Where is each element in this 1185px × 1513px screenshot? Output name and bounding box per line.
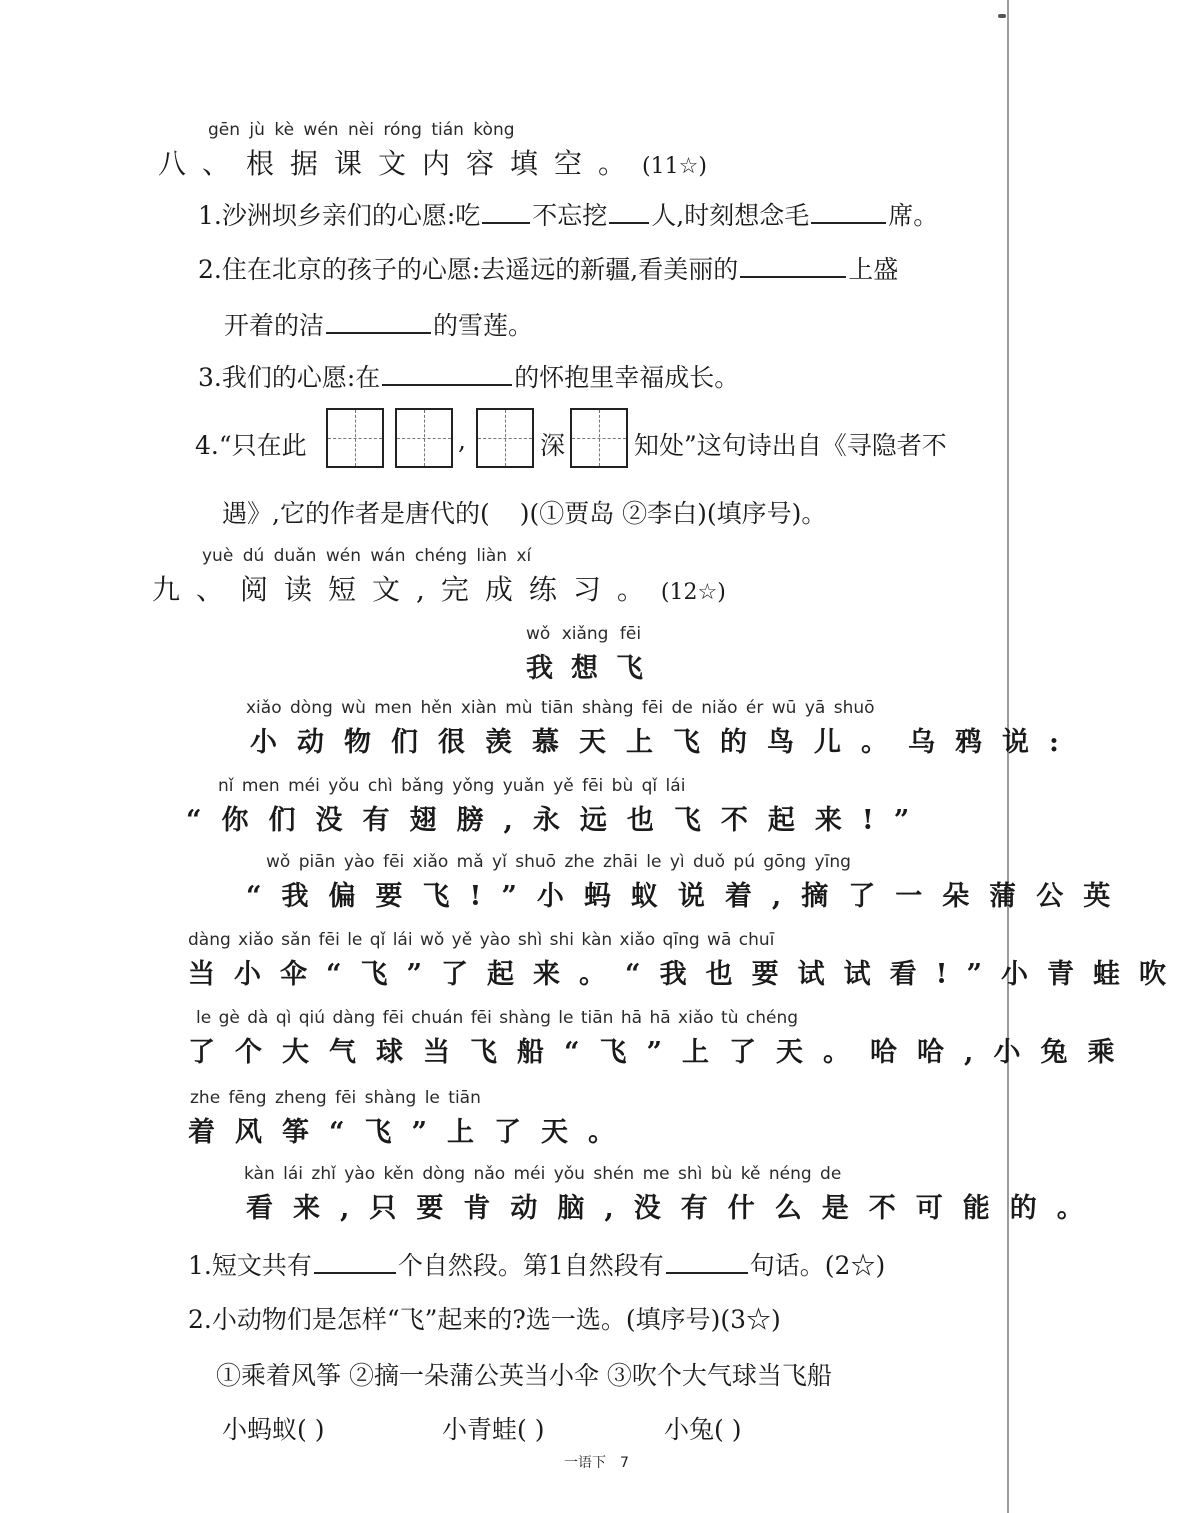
- answer-rabbit[interactable]: 小兔( ): [664, 1415, 742, 1444]
- story-line-5-pinyin: le gè dà qì qiú dàng fēi chuán fēi shàng le tiān hā hā xiǎo tù chéng: [196, 1008, 799, 1028]
- section8-heading: [158, 142, 707, 182]
- story-line-4: 当小伞“飞”了起来。“我也要试试看!”小青蛙吹: [188, 959, 1185, 990]
- story-line-1: 小动物们很羡慕天上飞的鸟儿。乌鸦说:: [250, 727, 1079, 758]
- s8-q2-text-c: 开着的洁: [224, 311, 325, 340]
- footer-book: 一语下: [564, 1455, 606, 1471]
- s8-q4-deep: 深: [540, 431, 566, 460]
- s8-q1: [198, 196, 938, 232]
- s8-q4-text-c: 知处”这句诗出自《寻隐者不: [634, 431, 947, 460]
- page-footer: [564, 1452, 643, 1472]
- story-title-pinyin: wǒ xiǎng fēi: [526, 624, 642, 644]
- s9-q2: 2.小动物们是怎样“飞”起来的?选一选。(填序号)(3☆): [188, 1305, 781, 1334]
- answer-ant[interactable]: 小蚂蚁( ): [222, 1415, 325, 1444]
- s9-q1-blank-1[interactable]: [314, 1250, 396, 1274]
- tian-grid-box-3[interactable]: [476, 408, 534, 468]
- s8-q2-blank-1[interactable]: [740, 254, 846, 278]
- tian-grid-box-4[interactable]: [570, 408, 628, 468]
- s9-q1-text-b: 个自然段。第1自然段有: [397, 1251, 664, 1280]
- section9-heading: [152, 568, 726, 608]
- story-line-4-pinyin: dàng xiǎo sǎn fēi le qǐ lái wǒ yě yào shì shi kàn xiǎo qīng wā chuī: [188, 930, 775, 950]
- s8-q1-blank-2[interactable]: [609, 200, 649, 224]
- section9-heading-text: 九、阅读短文,完成练习。: [152, 573, 661, 606]
- scan-mark: [998, 14, 1006, 18]
- s8-q3-text-a: 3.我们的心愿:在: [198, 363, 381, 392]
- tian-grid-box-1[interactable]: [326, 408, 384, 468]
- s8-q2-text-b: 上盛: [848, 255, 899, 284]
- footer-page-number: 7: [620, 1455, 629, 1471]
- s8-q1-blank-1[interactable]: [482, 200, 530, 224]
- story-line-5: 了个大气球当飞船“飞”上了天。哈哈,小兔乘: [188, 1037, 1135, 1068]
- s8-q3-blank[interactable]: [382, 362, 512, 386]
- s8-q1-text-b: 不忘挖: [532, 201, 608, 230]
- s8-q1-text-d: 席。: [888, 201, 939, 230]
- story-line-2-pinyin: nǐ men méi yǒu chì bǎng yǒng yuǎn yě fēi bù qǐ lái: [218, 776, 686, 796]
- s8-q4-lead: 4.“只在此: [195, 431, 307, 460]
- s8-q4-line2: [222, 494, 826, 530]
- answer-frog[interactable]: 小青蛙( ): [442, 1415, 545, 1444]
- section9-pinyin: yuè dú duǎn wén wán chéng liàn xí: [202, 546, 532, 566]
- section8-heading-text: 八、根据课文内容填空。: [158, 147, 643, 180]
- story-line-3: “我偏要飞!”小蚂蚁说着,摘了一朵蒲公英: [246, 881, 1131, 912]
- s8-q3-text-b: 的怀抱里幸福成长。: [514, 363, 740, 392]
- s8-q2-blank-2[interactable]: [326, 310, 431, 334]
- s9-q1: [188, 1246, 885, 1282]
- s8-q2-text-d: 的雪莲。: [433, 311, 534, 340]
- tian-grid-box-2[interactable]: [395, 408, 453, 468]
- s8-q2-line1: [198, 250, 898, 286]
- story-line-7-pinyin: kàn lái zhǐ yào kěn dòng nǎo méi yǒu shén me shì bù kě néng de: [244, 1164, 842, 1184]
- story-line-3-pinyin: wǒ piān yào fēi xiǎo mǎ yǐ shuō zhe zhāi le yì duǒ pú gōng yīng: [266, 852, 851, 872]
- s8-q4-comma: ,: [458, 426, 466, 455]
- s9-q1-blank-2[interactable]: [666, 1250, 748, 1274]
- s8-q3: [198, 358, 739, 394]
- s9-q1-text-c: 句话。(2☆): [749, 1251, 886, 1280]
- s9-q1-text-a: 1.短文共有: [188, 1251, 312, 1280]
- s8-q1-blank-3[interactable]: [811, 200, 886, 224]
- s8-q2-text-a: 2.住在北京的孩子的心愿:去遥远的新疆,看美丽的: [198, 255, 739, 284]
- story-line-7: 看来,只要肯动脑,没有什么是不可能的。: [246, 1193, 1104, 1224]
- story-line-2: “你们没有翅膀,永远也飞不起来!”: [186, 805, 930, 836]
- story-line-6: 着风筝“飞”上了天。: [188, 1117, 636, 1148]
- s8-q4-text-d: 遇》,它的作者是唐代的(: [222, 499, 490, 528]
- s9-q2-options: ①乘着风筝 ②摘一朵蒲公英当小伞 ③吹个大气球当飞船: [216, 1361, 832, 1390]
- section8-score: (11☆): [642, 154, 707, 179]
- s8-q4-text-e: )(①贾岛 ②李白)(填序号)。: [519, 499, 827, 528]
- story-title: 我想飞: [526, 653, 661, 684]
- section8-pinyin: gēn jù kè wén nèi róng tián kòng: [208, 120, 515, 140]
- section9-score: (12☆): [660, 580, 726, 605]
- story-line-1-pinyin: xiǎo dòng wù men hěn xiàn mù tiān shàng fēi de niǎo ér wū yā shuō: [246, 698, 875, 718]
- s8-q2-line2: [224, 306, 533, 342]
- s8-q1-text-a: 1.沙洲坝乡亲们的心愿:吃: [198, 201, 481, 230]
- story-line-6-pinyin: zhe fēng zheng fēi shàng le tiān: [190, 1088, 481, 1108]
- s8-q1-text-c: 人,时刻想念毛: [651, 201, 810, 230]
